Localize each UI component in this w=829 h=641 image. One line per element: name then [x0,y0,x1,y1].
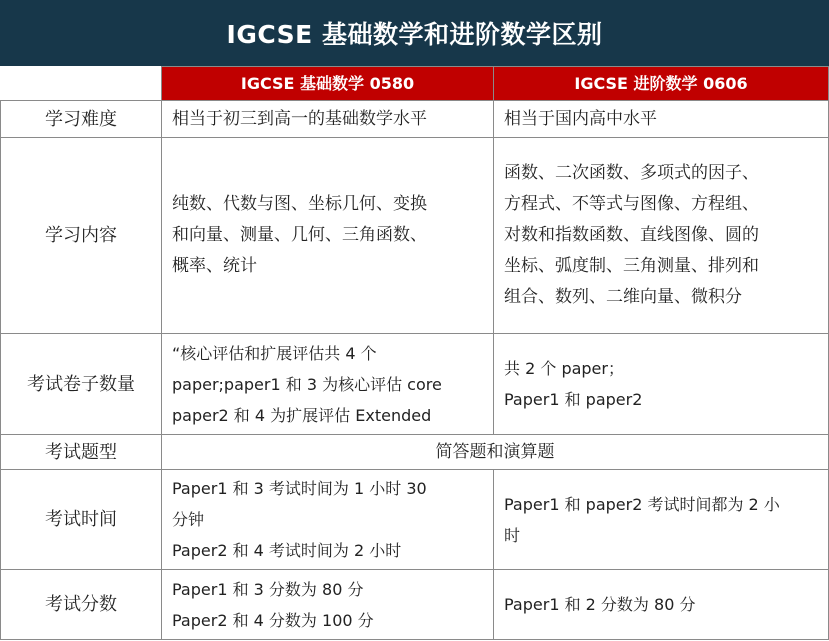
cell-text: 相当于国内高中水平 [504,108,657,129]
cell-duration-extended [494,470,829,570]
row-label-content: 学习内容 [1,138,162,334]
cell-text: Paper1 和 3 考试时间为 1 小时 30 [172,479,427,498]
cell-text: 分钟 [172,510,205,529]
row-question-type [1,435,829,470]
cell-text: 函数、二次函数、多项式的因子、 [504,163,759,183]
row-scores [1,570,829,640]
cell-duration-core [162,470,494,570]
cell-text: Paper1 和 paper2 [504,390,643,409]
row-label-question-type: 考试题型 [1,435,162,470]
cell-text: Paper1 和 paper2 考试时间都为 2 小 [504,494,780,514]
cell-text: 组合、数列、二维向量、微积分 [504,287,742,307]
row-label-scores: 考试分数 [1,570,162,640]
cell-text: 方程式、不等式与图像、方程组、 [504,194,759,214]
page-title: IGCSE 基础数学和进阶数学区别 [0,0,829,66]
row-difficulty [1,101,829,138]
cell-scores-extended [494,570,829,640]
header-extended-math: IGCSE 进阶数学 0606 [494,67,829,101]
comparison-table [0,66,829,640]
cell-text: 共 2 个 paper； [504,359,624,378]
cell-text: Paper1 和 2 分数为 80 分 [504,595,696,614]
row-papers [1,334,829,435]
row-content [1,138,829,334]
header-blank-cell [1,67,162,101]
cell-text: 时 [504,525,521,545]
cell-text: 和向量、测量、几何、三角函数、 [172,225,427,245]
cell-text: paper2 和 4 为扩展评估 Extended [172,405,432,425]
cell-text: paper;paper1 和 3 为核心评估 core [172,374,442,394]
cell-text: 纯数、代数与图、坐标几何、变换 [172,194,427,214]
cell-text: “核心评估和扩展评估共 4 个 [172,343,377,363]
cell-text: 相当于初三到高一的基础数学水平 [172,108,427,129]
header-core-math: IGCSE 基础数学 0580 [162,67,494,101]
cell-text: 概率、统计 [172,256,257,276]
cell-content-extended [494,138,829,334]
row-label-difficulty: 学习难度 [1,101,162,138]
cell-text: Paper2 和 4 分数为 100 分 [172,610,374,630]
cell-papers-core [162,334,494,435]
row-label-duration: 考试时间 [1,470,162,570]
cell-text: 坐标、弧度制、三角测量、排列和 [504,256,759,276]
cell-content-core [162,138,494,334]
cell-text: 对数和指数函数、直线图像、圆的 [504,225,759,245]
cell-difficulty-extended [494,101,829,138]
cell-difficulty-core [162,101,494,138]
cell-papers-extended [494,334,829,435]
cell-text: Paper1 和 3 分数为 80 分 [172,579,364,599]
cell-text: Paper2 和 4 考试时间为 2 小时 [172,541,402,560]
cell-scores-core [162,570,494,640]
cell-question-type-merged: 简答题和演算题 [162,435,829,470]
row-duration [1,470,829,570]
row-label-papers: 考试卷子数量 [1,334,162,435]
header-row [1,67,829,101]
